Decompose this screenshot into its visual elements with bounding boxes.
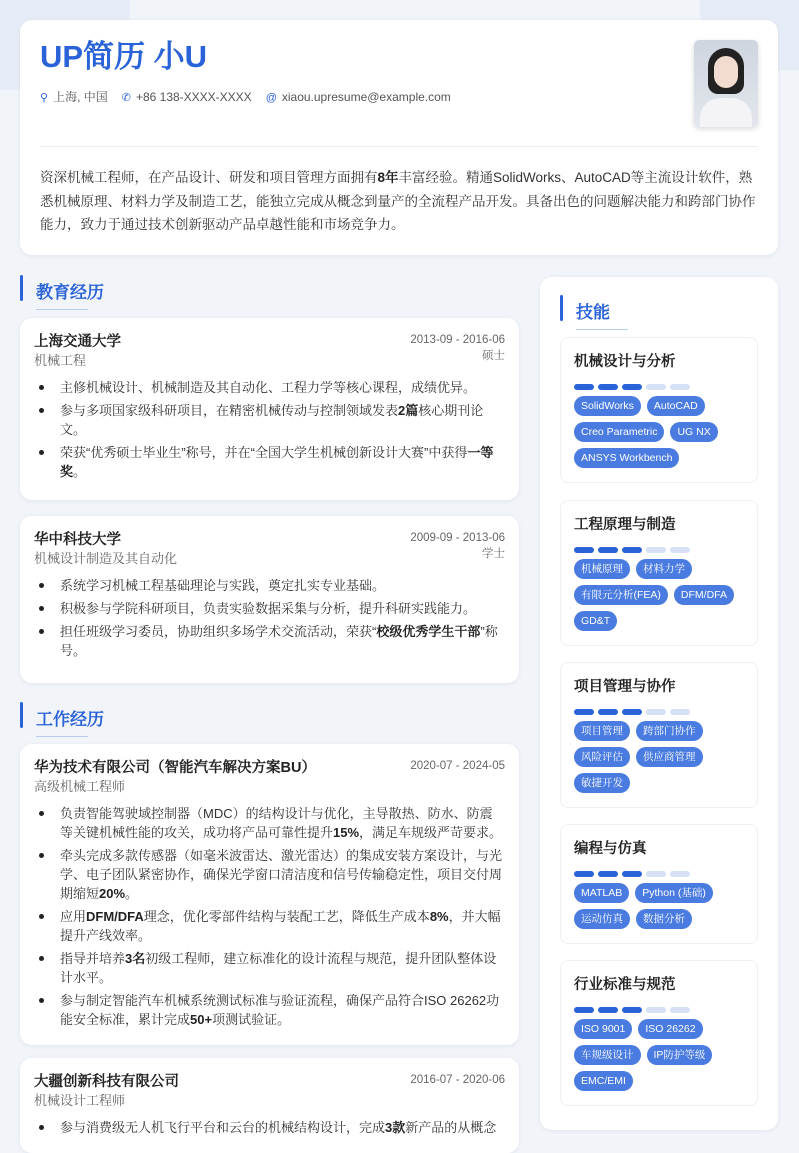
entry-title: 上海交通大学 xyxy=(34,334,121,350)
highlight-text: 3名 xyxy=(125,951,146,966)
level-segment xyxy=(622,547,642,553)
skill-tag: 项目管理 xyxy=(574,721,630,741)
highlight-text: 8% xyxy=(429,909,449,924)
bullet-list xyxy=(34,378,505,481)
skill-tags xyxy=(574,883,744,929)
entry-degree: 学士 xyxy=(482,548,505,560)
summary xyxy=(40,166,758,237)
skill-tags xyxy=(574,396,744,468)
text-segment: 荣获“优秀硕士毕业生”称号，并在“全国大学生机械创新设计大赛”中获得 xyxy=(60,445,468,460)
skill-tags xyxy=(574,559,744,631)
skill-level-bar xyxy=(574,709,744,715)
skill-tag: 有限元分析(FEA) xyxy=(574,585,668,605)
entry-right xyxy=(410,1072,505,1110)
level-segment xyxy=(646,871,666,877)
skill-level-bar xyxy=(574,871,744,877)
entry-left xyxy=(34,530,177,568)
level-segment xyxy=(646,384,666,390)
skill-tag: 供应商管理 xyxy=(636,747,703,767)
skill-tag: EMC/EMI xyxy=(574,1071,633,1091)
skill-tag: 敏捷开发 xyxy=(574,773,630,793)
highlight-text: 3款 xyxy=(385,1120,406,1135)
skill-tags xyxy=(574,1019,744,1091)
bullet-list xyxy=(34,804,505,1029)
entry-header xyxy=(34,1072,505,1110)
text-segment: 核心期刊论文。 xyxy=(60,403,484,437)
text-segment: 新产品的从概念 xyxy=(405,1120,497,1135)
bullet-item xyxy=(34,949,505,987)
text-segment: ”称号。 xyxy=(60,624,498,658)
entry-degree: 硕士 xyxy=(482,350,505,362)
highlight-text: 8年 xyxy=(377,170,399,185)
skill-level-bar xyxy=(574,1007,744,1013)
entry-date: 2016-07 - 2020-06 xyxy=(410,1074,505,1086)
phone-icon: ✆ xyxy=(121,91,131,104)
text-segment: ，满足车规级严苛要求。 xyxy=(359,825,503,840)
bullet-item xyxy=(34,443,505,481)
text-segment: 参与消费级无人机飞行平台和云台的机械结构设计，完成 xyxy=(60,1120,386,1135)
education-entry xyxy=(20,516,519,683)
text-segment: 初级工程师，建立标准化的设计流程与规范，提升团队整体设计水平。 xyxy=(60,951,497,985)
skill-tag: DFM/DFA xyxy=(674,585,734,605)
highlight-text: DFM/DFA xyxy=(86,909,144,924)
skill-group-title: 行业标准与规范 xyxy=(574,977,676,993)
highlight-text: 20% xyxy=(99,886,126,901)
entry-right xyxy=(410,758,505,796)
location xyxy=(40,88,108,105)
skill-tag: GD&T xyxy=(574,611,617,631)
entry-header xyxy=(34,530,505,568)
text-segment: 丰富经验。精通SolidWorks、AutoCAD等主流设计软件，熟悉机械原理、材料力学及制造工艺，能独立完成从概念到量产的全流程产品开发。具备出色的问题解决能力和跨部门协作能力，致力于通过技术创新驱动产品卓越性能和市场竞争力。 xyxy=(40,170,756,232)
level-segment xyxy=(622,384,642,390)
education-entry xyxy=(20,318,519,500)
skill-tag: 数据分析 xyxy=(636,909,692,929)
level-segment xyxy=(598,871,618,877)
location-text: 上海, 中国 xyxy=(53,90,108,104)
entry-left xyxy=(34,332,121,370)
bullet-list xyxy=(34,576,505,660)
bullet-list xyxy=(34,1118,505,1137)
entry-subtitle: 机械设计制造及其自动化 xyxy=(34,551,178,566)
skill-tag: 运动仿真 xyxy=(574,909,630,929)
level-segment xyxy=(574,547,594,553)
entry-left xyxy=(34,1072,179,1110)
skill-tag: IP防护等级 xyxy=(647,1045,713,1065)
level-segment xyxy=(574,709,594,715)
entry-date: 2013-09 - 2016-06 xyxy=(410,334,505,346)
entry-right xyxy=(410,332,505,370)
level-segment xyxy=(622,871,642,877)
text-segment: 。 xyxy=(125,886,139,901)
text-segment: 牵头完成多款传感器（如毫米波雷达、激光雷达）的集成安装方案设计，与光学、电子团队紧密协作，确保光学窗口清洁度和信号传输稳定性，项目交付周期缩短 xyxy=(60,848,503,901)
entry-left xyxy=(34,758,316,796)
header-card xyxy=(20,20,778,255)
level-segment xyxy=(670,547,690,553)
bullet-item xyxy=(34,401,505,439)
skill-group-title: 编程与仿真 xyxy=(574,841,647,857)
text-segment: 参与多项国家级科研项目，在精密机械传动与控制领域发表 xyxy=(60,403,399,418)
phone-text: +86 138-XXXX-XXXX xyxy=(135,89,252,104)
location-pin-icon: ⚲ xyxy=(40,92,49,104)
work-entry xyxy=(20,744,519,1045)
level-segment xyxy=(670,871,690,877)
text-segment: 资深机械工程师，在产品设计、研发和项目管理方面拥有 xyxy=(40,170,378,185)
skill-tag: UG NX xyxy=(670,422,717,442)
skill-tag: 材料力学 xyxy=(636,559,692,579)
bullet-item xyxy=(34,846,505,903)
divider xyxy=(40,146,758,147)
skill-tag: Creo Parametric xyxy=(574,422,664,442)
bullet-item xyxy=(34,378,505,397)
level-segment xyxy=(598,547,618,553)
work-entry xyxy=(20,1058,519,1153)
text-segment: ，并大幅提升产线效率。 xyxy=(60,909,501,943)
bullet-item xyxy=(34,907,505,945)
text-segment: 参与制定智能汽车机械系统测试标准与验证流程，确保产品符合ISO 26262功能安全标准，累计完成 xyxy=(60,993,500,1027)
highlight-text: 一等奖 xyxy=(60,445,494,479)
skill-group-card xyxy=(560,662,758,808)
skill-tag: ISO 9001 xyxy=(574,1019,632,1039)
skill-tag: SolidWorks xyxy=(574,396,641,416)
email[interactable] xyxy=(266,90,451,104)
skills-panel xyxy=(540,277,778,1130)
skill-tag: ISO 26262 xyxy=(638,1019,702,1039)
skill-group-card xyxy=(560,960,758,1106)
skill-tags xyxy=(574,721,744,793)
level-segment xyxy=(670,384,690,390)
text-segment: 应用 xyxy=(60,909,87,924)
profile-photo xyxy=(694,40,758,127)
text-segment: 主修机械设计、机械制造及其自动化、工程力学等核心课程，成绩优异。 xyxy=(60,380,477,395)
at-icon: @ xyxy=(265,91,277,104)
level-segment xyxy=(670,1007,690,1013)
text-segment: 。 xyxy=(73,464,87,479)
skill-group-card xyxy=(560,337,758,483)
skill-tag: 风险评估 xyxy=(574,747,630,767)
bullet-item xyxy=(34,622,505,660)
level-segment xyxy=(574,384,594,390)
email-text[interactable]: xiaou.upresume@example.com xyxy=(281,89,451,104)
bullet-item xyxy=(34,576,505,595)
highlight-text: 校级优秀学生干部 xyxy=(376,624,481,639)
level-segment xyxy=(598,709,618,715)
level-segment xyxy=(574,871,594,877)
entry-date: 2020-07 - 2024-05 xyxy=(410,760,505,772)
bullet-item xyxy=(34,991,505,1029)
bullet-item xyxy=(34,1118,505,1137)
skills-title: 技能 xyxy=(560,298,610,323)
text-segment: 系统学习机械工程基础理论与实践，奠定扎实专业基础。 xyxy=(60,578,386,593)
level-segment xyxy=(574,1007,594,1013)
level-segment xyxy=(622,1007,642,1013)
entry-header xyxy=(34,758,505,796)
skill-tag: 车规级设计 xyxy=(574,1045,641,1065)
entry-title: 大疆创新科技有限公司 xyxy=(34,1074,179,1090)
skill-tag: Python (基础) xyxy=(635,883,713,903)
text-segment: 理念，优化零部件结构与装配工艺，降低生产成本 xyxy=(143,909,430,924)
level-segment xyxy=(598,1007,618,1013)
skill-group-title: 工程原理与制造 xyxy=(574,517,676,533)
level-segment xyxy=(646,709,666,715)
level-segment xyxy=(622,709,642,715)
entry-title: 华为技术有限公司（智能汽车解决方案BU） xyxy=(34,760,316,776)
entry-subtitle: 机械设计工程师 xyxy=(34,1093,126,1108)
skill-group-title: 机械设计与分析 xyxy=(574,354,676,370)
text-segment: 积极参与学院科研项目，负责实验数据采集与分析，提升科研实践能力。 xyxy=(60,601,477,616)
entry-header xyxy=(34,332,505,370)
level-segment xyxy=(646,547,666,553)
highlight-text: 2篇 xyxy=(398,403,419,418)
entry-right xyxy=(410,530,505,568)
skill-tag: 机械原理 xyxy=(574,559,630,579)
bullet-item xyxy=(34,804,505,842)
highlight-text: 50+ xyxy=(190,1012,213,1027)
text-segment: 担任班级学习委员，协助组织多场学术交流活动，荣获“ xyxy=(60,624,377,639)
skill-tag: 跨部门协作 xyxy=(636,721,703,741)
text-segment: 项测试验证。 xyxy=(212,1012,291,1027)
work-title: 工作经历 xyxy=(20,705,104,730)
candidate-name: UP简历 小U xyxy=(40,39,208,74)
bullet-item xyxy=(34,599,505,618)
skill-tag: MATLAB xyxy=(574,883,629,903)
entry-date: 2009-09 - 2013-06 xyxy=(410,532,505,544)
skill-tag: AutoCAD xyxy=(647,396,705,416)
contact-info xyxy=(40,88,758,105)
level-segment xyxy=(598,384,618,390)
skill-level-bar xyxy=(574,547,744,553)
level-segment xyxy=(670,709,690,715)
skill-tag: ANSYS Workbench xyxy=(574,448,679,468)
skill-group-card xyxy=(560,824,758,944)
level-segment xyxy=(646,1007,666,1013)
phone xyxy=(122,90,252,104)
entry-subtitle: 机械工程 xyxy=(34,353,87,368)
highlight-text: 15% xyxy=(333,825,360,840)
skill-group-card xyxy=(560,500,758,646)
entry-title: 华中科技大学 xyxy=(34,532,121,548)
skill-group-title: 项目管理与协作 xyxy=(574,679,676,695)
entry-subtitle: 高级机械工程师 xyxy=(34,779,126,794)
text-segment: 负责智能驾驶域控制器（MDC）的结构设计与优化，主导散热、防水、防震等关键机械性能的攻关，成功将产品可靠性提升 xyxy=(60,806,493,840)
skill-level-bar xyxy=(574,384,744,390)
text-segment: 指导并培养 xyxy=(60,951,126,966)
education-title: 教育经历 xyxy=(20,278,104,303)
